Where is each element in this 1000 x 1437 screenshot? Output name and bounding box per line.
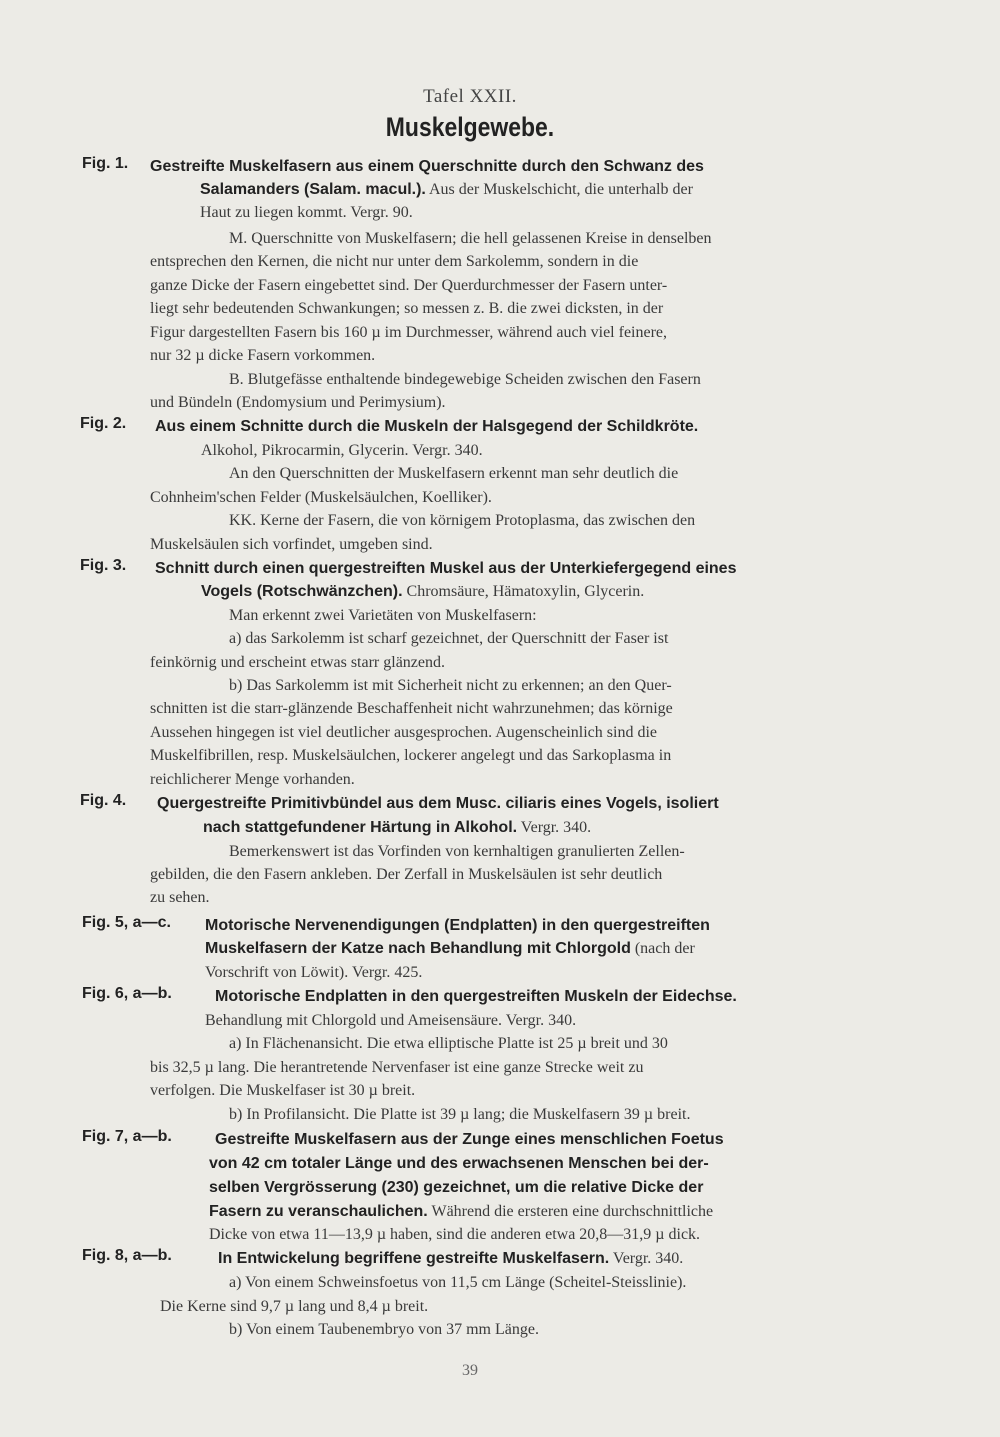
text-line [229, 674, 672, 697]
text-line [150, 533, 433, 556]
body-text: Man erkennt zwei Varietäten von Muskelfasern: [229, 607, 537, 624]
fig-label: Fig. 5, a—c. [82, 914, 171, 931]
body-text: Chromsäure, Hämatoxylin, Glycerin. [402, 583, 645, 600]
bold-caption: Aus einem Schnitte durch die Muskeln der Halsgegend der Schildkröte. [155, 418, 699, 435]
bold-caption: Salamanders (Salam. macul.). [200, 181, 426, 198]
text-line [150, 721, 657, 744]
text-line [209, 1223, 700, 1246]
text-line [150, 863, 662, 886]
text-line [229, 840, 685, 863]
text-line [150, 155, 704, 178]
text-line [229, 1103, 690, 1126]
text-line [229, 227, 712, 250]
plate-number: Tafel XXII. [423, 86, 517, 107]
text-line [150, 886, 210, 909]
body-text: M. Querschnitte von Muskelfasern; die hell gelassenen Kreise in denselben [229, 230, 712, 247]
bold-caption: In Entwickelung begriffene gestreifte Muskelfasern. [218, 1250, 610, 1267]
body-text: Vergr. 340. [609, 1250, 684, 1267]
text-line [203, 816, 591, 839]
body-text: Vergr. 340. [517, 819, 592, 836]
body-text: reichlicherer Menge vorhanden. [150, 771, 355, 788]
text-line [205, 1009, 576, 1032]
text-line [150, 321, 667, 344]
fig-label: Fig. 1. [82, 155, 129, 172]
text-line [209, 1200, 713, 1223]
fig-label: Fig. 7, a—b. [82, 1128, 172, 1145]
body-text: Cohnheim'schen Felder (Muskelsäulchen, Koelliker). [150, 489, 492, 506]
text-line [150, 297, 663, 320]
page-title: Muskelgewebe. [385, 112, 555, 142]
bold-caption: Muskelfasern der Katze nach Behandlung mit Chlorgold [205, 940, 631, 957]
text-line [209, 1152, 709, 1175]
text-line [150, 744, 671, 767]
text-line [229, 1271, 686, 1294]
body-text: und Bündeln (Endomysium und Perimysium). [150, 394, 446, 411]
text-line [150, 391, 446, 414]
body-text: Bemerkenswert ist das Vorfinden von kernhaltigen granulierten Zellen- [229, 843, 685, 860]
bold-caption: selben Vergrösserung (230) gezeichnet, um die relative Dicke der [209, 1179, 704, 1196]
fig-label: Fig. 6, a—b. [82, 985, 172, 1002]
body-text: zu sehen. [150, 889, 210, 906]
body-text: Figur dargestellten Fasern bis 160 µ im Durchmesser, während auch viel feinere, [150, 324, 668, 341]
body-text: Alkohol, Pikrocarmin, Glycerin. Vergr. 340. [201, 442, 483, 459]
text-line [150, 486, 492, 509]
body-text: Behandlung mit Chlorgold und Ameisensäure. Vergr. 340. [205, 1012, 577, 1029]
body-text: b) Das Sarkolemm ist mit Sicherheit nicht zu erkennen; an den Quer- [229, 677, 672, 694]
bold-caption: Vogels (Rotschwänzchen). [201, 583, 403, 600]
body-text: Während die ersteren eine durchschnittliche [427, 1203, 714, 1220]
text-line [205, 961, 422, 984]
fig-label: Fig. 4. [80, 792, 127, 809]
bold-caption: Motorische Endplatten in den quergestreiften Muskeln der Eidechse. [215, 988, 737, 1005]
body-text: Haut zu liegen kommt. Vergr. 90. [200, 204, 413, 221]
text-line [229, 604, 537, 627]
text-line [155, 415, 698, 438]
bold-caption: von 42 cm totaler Länge und des erwachsenen Menschen bei der- [209, 1155, 709, 1172]
text-line [157, 792, 719, 815]
text-line [205, 914, 710, 937]
body-text: verfolgen. Die Muskelfaser ist 30 µ breit. [150, 1082, 416, 1099]
text-line [229, 627, 668, 650]
body-text: Muskelfibrillen, resp. Muskelsäulchen, lockerer angelegt und das Sarkoplasma in [150, 747, 672, 764]
text-line [150, 768, 355, 791]
text-line [200, 201, 413, 224]
body-text: KK. Kerne der Fasern, die von körnigem Protoplasma, das zwischen den [229, 512, 696, 529]
text-line [229, 462, 678, 485]
body-text: (nach der [630, 940, 695, 957]
bold-caption: Quergestreifte Primitivbündel aus dem Musc. ciliaris eines Vogels, isoliert [157, 795, 719, 812]
body-text: Muskelsäulen sich vorfindet, umgeben sind. [150, 536, 433, 553]
body-text: a) In Flächenansicht. Die etwa elliptische Platte ist 25 µ breit und 30 [229, 1035, 668, 1052]
text-line [201, 580, 644, 603]
text-line [150, 651, 445, 674]
body-text: Dicke von etwa 11—13,9 µ haben, sind die anderen etwa 20,8—31,9 µ dick. [209, 1226, 701, 1243]
text-line [215, 1128, 724, 1151]
text-line [215, 985, 737, 1008]
body-text: a) Von einem Schweinsfoetus von 11,5 cm Länge (Scheitel-Steisslinie). [229, 1274, 687, 1291]
text-line [150, 344, 375, 367]
text-line [201, 439, 483, 462]
text-line [205, 937, 695, 960]
body-text: ganze Dicke der Fasern eingebettet sind. Der Querdurchmesser der Fasern unter- [150, 277, 668, 294]
body-text: b) Von einem Taubenembryo von 37 mm Länge. [229, 1321, 539, 1338]
body-text: schnitten ist die starr-glänzende Beschaffenheit nicht wahrzunehmen; das körnige [150, 700, 673, 717]
bold-caption: Gestreifte Muskelfasern aus der Zunge eines menschlichen Foetus [215, 1131, 724, 1148]
body-text: Aus der Muskelschicht, die unterhalb der [425, 181, 693, 198]
text-line [209, 1176, 703, 1199]
body-text: a) das Sarkolemm ist scharf gezeichnet, der Querschnitt der Faser ist [229, 630, 669, 647]
body-text: Vorschrift von Löwit). Vergr. 425. [205, 964, 423, 981]
text-line [150, 1056, 643, 1079]
bold-caption: Gestreifte Muskelfasern aus einem Querschnitte durch den Schwanz des [150, 158, 704, 175]
body-text: Aussehen hingegen ist viel deutlicher ausgesprochen. Augenscheinlich sind die [150, 724, 657, 741]
text-line [150, 697, 673, 720]
text-line [229, 509, 695, 532]
body-text: Die Kerne sind 9,7 µ lang und 8,4 µ breit. [160, 1298, 429, 1315]
body-text: nur 32 µ dicke Fasern vorkommen. [150, 347, 376, 364]
text-line [218, 1247, 683, 1270]
body-text: gebilden, die den Fasern ankleben. Der Zerfall in Muskelsäulen ist sehr deutlich [150, 866, 663, 883]
bold-caption: Fasern zu veranschaulichen. [209, 1203, 428, 1220]
text-line [150, 274, 667, 297]
body-text: b) In Profilansicht. Die Platte ist 39 µ lang; die Muskelfasern 39 µ breit. [229, 1106, 691, 1123]
text-line [229, 1032, 668, 1055]
body-text: feinkörnig und erscheint etwas starr glänzend. [150, 654, 446, 671]
bold-caption: nach stattgefundener Härtung in Alkohol. [203, 819, 518, 836]
text-line [160, 1295, 428, 1318]
bold-caption: Motorische Nervenendigungen (Endplatten) in den quergestreiften [205, 917, 710, 934]
body-text: liegt sehr bedeutenden Schwankungen; so messen z. B. die zwei dicksten, in der [150, 300, 664, 317]
text-line [229, 368, 701, 391]
body-text: bis 32,5 µ lang. Die herantretende Nervenfaser ist eine ganze Strecke weit zu [150, 1059, 644, 1076]
body-text: B. Blutgefässe enthaltende bindegewebige Scheiden zwischen den Fasern [229, 371, 701, 388]
page-number: 39 [462, 1362, 478, 1379]
fig-label: Fig. 8, a—b. [82, 1247, 172, 1264]
body-text: An den Querschnitten der Muskelfasern erkennt man sehr deutlich die [229, 465, 679, 482]
text-line [155, 557, 736, 580]
fig-label: Fig. 3. [80, 557, 127, 574]
text-line [200, 178, 693, 201]
bold-caption: Schnitt durch einen quergestreiften Muskel aus der Unterkiefergegend eines [155, 560, 737, 577]
text-line [150, 250, 638, 273]
fig-label: Fig. 2. [80, 415, 127, 432]
body-text: entsprechen den Kernen, die nicht nur unter dem Sarkolemm, sondern in die [150, 253, 639, 270]
text-line [229, 1318, 539, 1341]
text-line [150, 1079, 415, 1102]
